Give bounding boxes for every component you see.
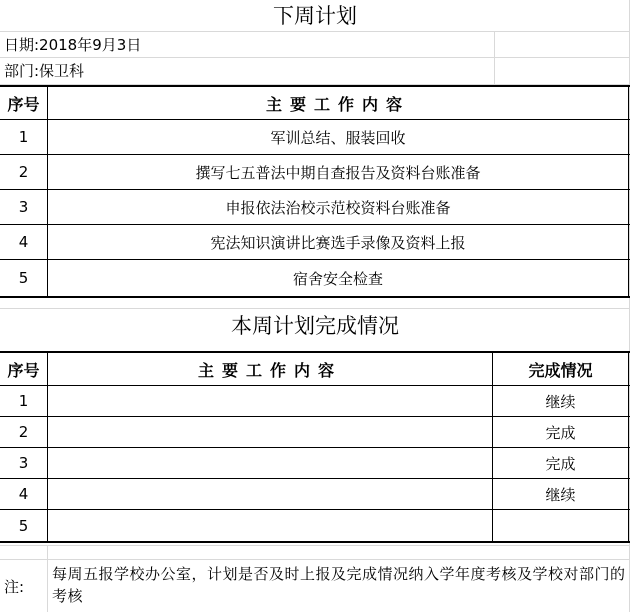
row-content (48, 479, 492, 509)
note-text: 每周五报学校办公室，计划是否及时上报及完成情况纳入学年度考核及学校对部门的考核 (52, 565, 626, 605)
next-week-title: 下周计划 (273, 4, 357, 28)
this-week-header-content: 主要工作内容 (197, 360, 342, 380)
note-label: 注: (4, 578, 25, 596)
this-week-title: 本周计划完成情况 (231, 314, 399, 338)
date-line: 日期:2018年9月3日 (4, 36, 142, 54)
this-week-header-no: 序号 (7, 360, 40, 380)
row-content (48, 510, 492, 541)
row-number: 5 (18, 269, 29, 287)
row-content: 宿舍安全检查 (292, 269, 383, 288)
row-number: 4 (18, 233, 29, 251)
row-content (48, 417, 492, 447)
row-content (48, 448, 492, 478)
row-status (493, 510, 628, 541)
row-status: 完成 (545, 423, 576, 442)
row-content: 宪法知识演讲比赛选手录像及资料上报 (210, 233, 466, 252)
row-number: 2 (18, 423, 29, 441)
row-number: 2 (18, 163, 29, 181)
row-content: 军训总结、服装回收 (270, 128, 406, 147)
row-number: 3 (18, 454, 29, 472)
row-number: 3 (18, 198, 29, 216)
row-number: 1 (18, 128, 29, 146)
this-week-header-status: 完成情况 (528, 360, 593, 380)
row-content: 撰写七五普法中期自查报告及资料台账准备 (195, 163, 481, 182)
row-number: 1 (18, 392, 29, 410)
row-content: 申报依法治校示范校资料台账准备 (225, 198, 451, 217)
next-week-header-content: 主要工作内容 (265, 94, 410, 114)
row-number: 5 (18, 516, 29, 535)
row-status: 继续 (545, 392, 576, 411)
row-status: 继续 (545, 485, 576, 504)
next-week-header-no: 序号 (7, 94, 40, 114)
row-content (48, 386, 492, 416)
row-number: 4 (18, 485, 29, 503)
row-status: 完成 (545, 454, 576, 473)
department-line: 部门:保卫科 (4, 62, 85, 80)
